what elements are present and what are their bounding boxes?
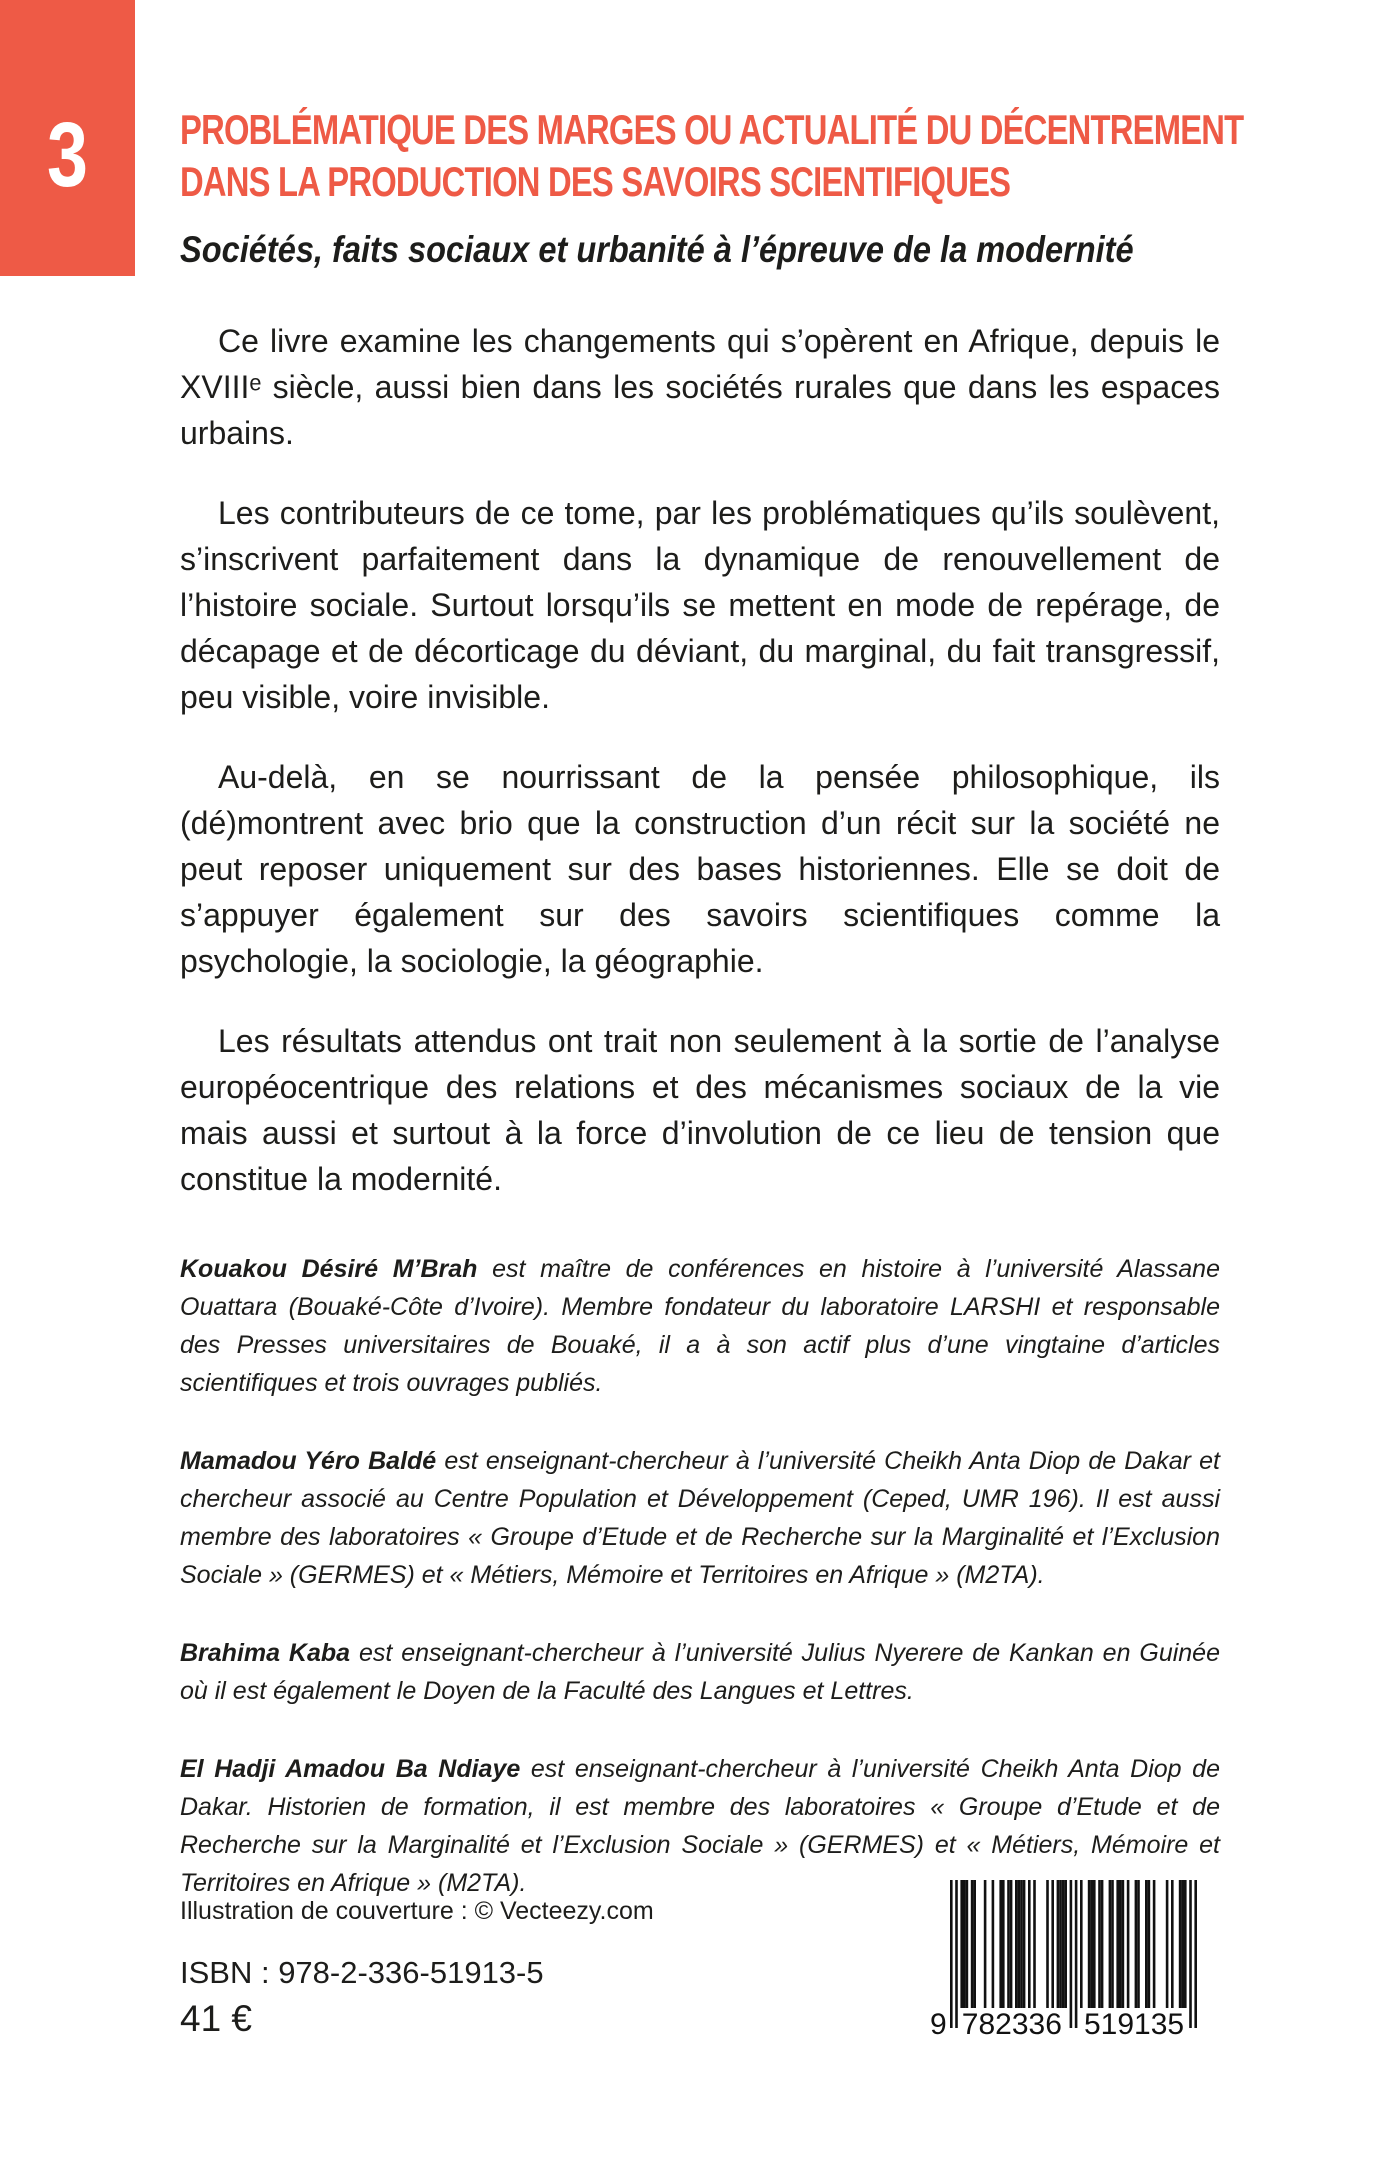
barcode-bar [1057, 1880, 1060, 2008]
barcode-bar [1018, 1880, 1021, 2008]
barcode-digits: 519135 [1084, 2008, 1185, 2038]
barcode-bar [963, 1880, 966, 2008]
barcode-bar [1101, 1880, 1104, 2008]
blurb-paragraph: Les contributeurs de ce tome, par les problématiques qu’ils soulèvent, s’inscrivent parfaitement dans la dynamique de renouvellement de l’histoire sociale. Surtout lorsqu’ils se mettent en mode de repérage, de décapage et de décorticage du déviant, du marginal, du fait transgressif, peu visible, voire invisible. [180, 495, 1220, 715]
barcode-bar [1007, 1880, 1010, 2008]
barcode-bar [960, 1880, 963, 2008]
barcode-bar [973, 1880, 976, 2008]
barcode-bar [1153, 1880, 1156, 2008]
barcode-bar [1109, 1880, 1112, 2008]
barcode-bar [1148, 1880, 1151, 2008]
barcode-bar [1181, 1880, 1184, 2008]
blurb-paragraph: Ce livre examine les changements qui s’opèrent en Afrique, depuis le XVIIIᵉ siècle, aussi bien dans les sociétés rurales que dans les espaces urbains. [180, 323, 1220, 451]
blurb-paragraph: Les résultats attendus ont trait non seulement à la sortie de l’analyse européocentrique des relations et des mécanismes sociaux de la vie mais aussi et surtout à la force d’involution de ce lieu de tension que constitue la modernité. [180, 1023, 1220, 1197]
barcode-bar [1127, 1880, 1130, 2008]
barcode-bar [1059, 1880, 1062, 2008]
author-bio-text: est enseignant-chercheur à l’université Julius Nyerere de Kankan en Guinée où il est également le Doyen de la Faculté des Langues et Lettres. [180, 1639, 1220, 1705]
barcode-bar [1093, 1880, 1096, 2008]
barcode-bar [1111, 1880, 1114, 2008]
barcode-digits: 9 [930, 2008, 947, 2038]
barcode-bar [971, 1880, 974, 2008]
barcode-bar [1023, 1880, 1026, 2008]
author-bio-text: est maître de conférences en histoire à l’université Alassane Ouattara (Bouaké-Côte d’Ivoire). Membre fondateur du laboratoire LARSHI et responsable des Presses universitaires de Bouaké, il a à son actif plus d’une vingtaine d’articles scientifiques et trois ouvrages publiés. [180, 1255, 1220, 1397]
barcode-bar [1075, 1880, 1078, 2028]
blurb-paragraph: Au-delà, en se nourrissant de la pensée philosophique, ils (dé)montrent avec brio que la construction d’un récit sur la société ne peut reposer uniquement sur des bases historiennes. Elle se doit de s’appuyer également sur des savoirs scientifiques comme la psychologie, la sociologie, la géographie. [180, 759, 1220, 979]
author-name: El Hadji Amadou Ba Ndiaye [180, 1755, 521, 1783]
barcode-bar [1135, 1880, 1138, 2008]
author-bio-text: est enseignant-chercheur à l’université Cheikh Anta Diop de Dakar et chercheur associé au Centre Population et Développement (Ceped, UMR 196). Il est aussi membre des laboratoires « Groupe d’Etude et de Recherche sur la Marginalité et l’Exclusion Sociale » (GERMES) et « Métiers, Mémoire et Territoires en Afrique » (M2TA). [180, 1447, 1221, 1589]
barcode-bar [1051, 1880, 1054, 2008]
title-line: DANS LA PRODUCTION DES SAVOIRS SCIENTIFIQUES [180, 158, 1011, 205]
barcode-bar [984, 1880, 987, 2008]
author-bio [180, 1634, 1220, 1710]
barcode-bar [1179, 1880, 1182, 2008]
barcode-bar [1088, 1880, 1091, 2008]
volume-tab [0, 0, 135, 276]
isbn: ISBN : 978-2-336-51913-5 [180, 1955, 544, 1990]
barcode-bar [1098, 1880, 1101, 2008]
barcode-bar [1137, 1880, 1140, 2008]
barcode-bar [1070, 1880, 1073, 2028]
barcode-bar [1033, 1880, 1036, 2008]
barcode-bar [1015, 1880, 1018, 2008]
cover-credit: Illustration de couverture : © Vecteezy.com [180, 1897, 654, 1925]
barcode-bar [966, 1880, 969, 2008]
author-name: Kouakou Désiré M’Brah [180, 1255, 478, 1283]
barcode-bar [950, 1880, 953, 2028]
barcode-bar [999, 1880, 1002, 2008]
barcode-bar [1002, 1880, 1005, 2008]
barcode-bar [955, 1880, 958, 2028]
barcode-bar [1184, 1880, 1187, 2008]
barcode-bar [1064, 1880, 1067, 2008]
barcode-bar [1119, 1880, 1122, 2008]
barcode-bar [1194, 1880, 1197, 2028]
author-name: Brahima Kaba [180, 1639, 351, 1667]
volume-number: 3 [47, 104, 88, 206]
barcode-bar [1010, 1880, 1013, 2008]
barcode-bar [1116, 1880, 1119, 2008]
barcode-bar [992, 1880, 995, 2008]
barcode-bar [1122, 1880, 1125, 2008]
barcode-bar [1020, 1880, 1023, 2008]
book-subtitle: Sociétés, faits sociaux et urbanité à l’épreuve de la modernité [180, 229, 1134, 270]
barcode-bar [1145, 1880, 1148, 2008]
barcode [928, 1878, 1228, 2038]
author-bio [180, 1250, 1220, 1402]
barcode-bar [1080, 1880, 1083, 2008]
author-bios [180, 1250, 1220, 1942]
barcode-digits: 782336 [961, 2008, 1062, 2038]
barcode-bar [1171, 1880, 1174, 2008]
title-line: PROBLÉMATIQUE DES MARGES OU ACTUALITÉ DU DÉCENTREMENT [180, 106, 1244, 153]
author-name: Mamadou Yéro Baldé [180, 1447, 437, 1475]
author-bio [180, 1442, 1220, 1594]
author-bio-text: est enseignant-chercheur à l’université Cheikh Anta Diop de Dakar. Historien de formation, il est membre des laboratoires « Groupe d’Etude et de Recherche sur la Marginalité et l’Exclusion Sociale » (GERMES) et « Métiers, Mémoire et Territoires en Afrique » (M2TA). [180, 1755, 1220, 1897]
barcode-bar [1166, 1880, 1169, 2008]
barcode-bar [1090, 1880, 1093, 2008]
barcode-bar [1062, 1880, 1065, 2008]
price: 41 € [180, 1998, 253, 2039]
barcode-bar [1028, 1880, 1031, 2008]
book-title [180, 104, 1340, 208]
blurb [180, 318, 1220, 1236]
barcode-bar [1046, 1880, 1049, 2008]
barcode-bar [1189, 1880, 1192, 2028]
